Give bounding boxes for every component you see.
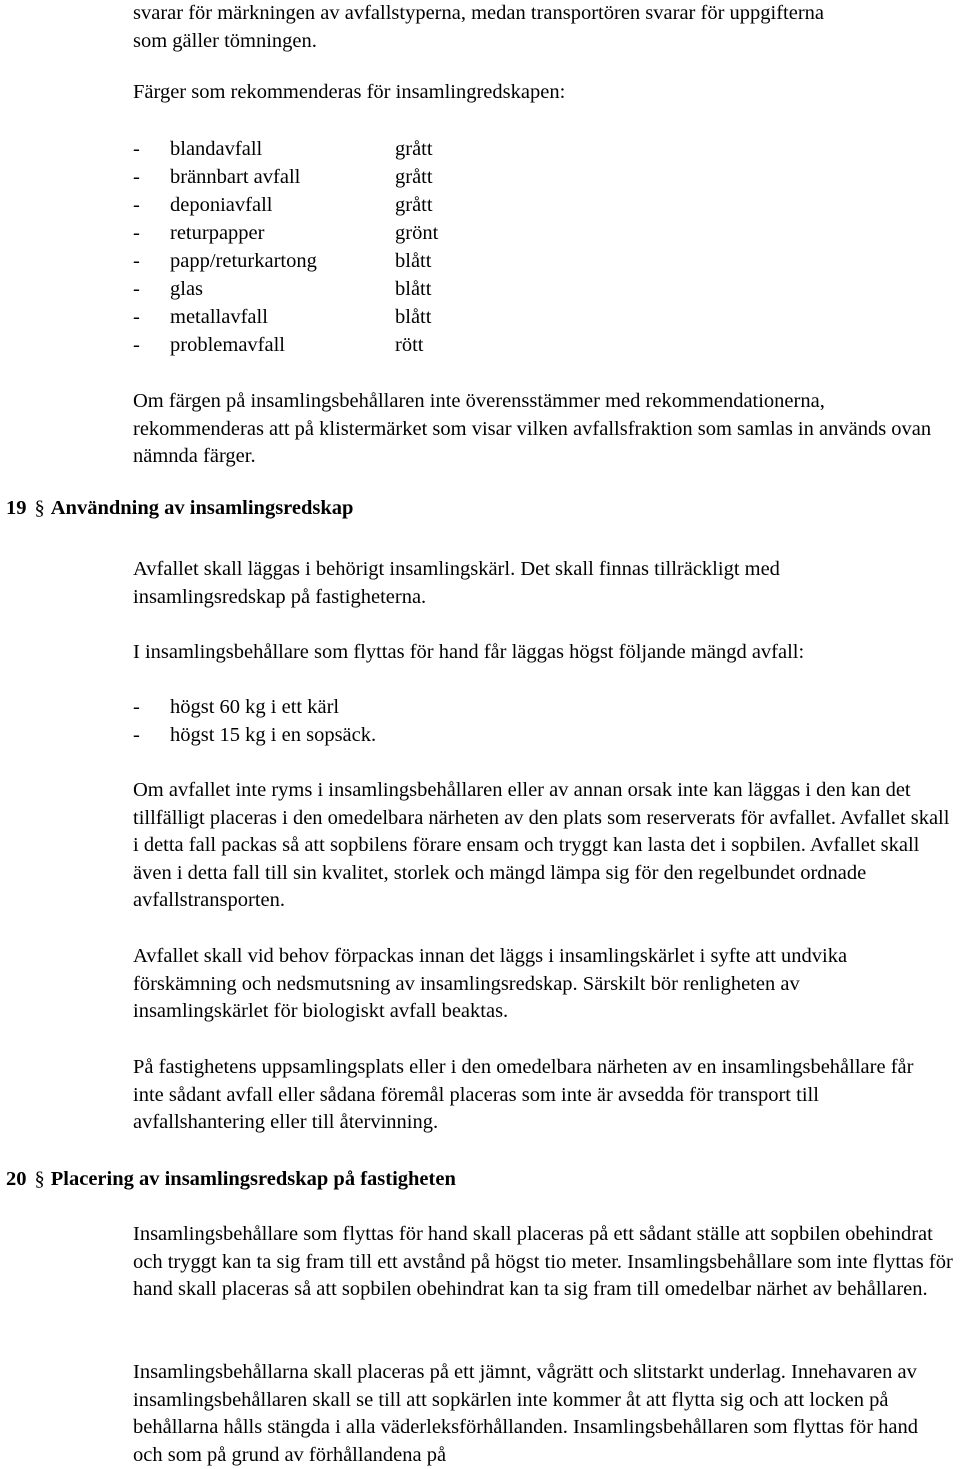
section-title: Placering av insamlingsredskap på fastigheten — [50, 1168, 456, 1190]
list-item: - deponiavfall grått — [133, 194, 433, 216]
section-19-paragraph-2: I insamlingsbehållare som flyttas för hand får läggas högst följande mängd avfall: — [133, 641, 805, 663]
section-20-paragraph-1: Insamlingsbehållare som flyttas för hand skall placeras på ett sådant ställe att sopbilen obehindrat och tryggt kan ta sig fram till ett avstånd på högst tio meter. Insamlingsbehållare som inte flyttas för hand skall placeras så att sopbilen obehindrat kan ta sig fram till omedelbar närhet av behållaren. — [133, 1223, 953, 1301]
list-item: - brännbart avfall grått — [133, 166, 433, 188]
list-item: - metallavfall blått — [133, 306, 432, 328]
list-item: - problemavfall rött — [133, 334, 424, 356]
paragraph-symbol: § — [34, 497, 45, 519]
list-item: - blandavfall grått — [133, 138, 433, 160]
list-item: - returpapper grönt — [133, 222, 439, 244]
section-19-paragraph-4: Avfallet skall vid behov förpackas innan det läggs i insamlingskärlet i syfte att undvika förskämning och nedsmutsning av insamlingsredskap. Särskilt bör renligheten av insamlingskärlet för biologiskt avfall beaktas. — [133, 945, 848, 1023]
section-20-paragraph-2: Insamlingsbehållarna skall placeras på ett jämnt, vågrätt och slitstarkt underlag. Innehavaren av insamlingsbehållaren skall se till att sopkärlen inte kommer åt att flytta sig och att locken på behållarna hålls stängda i alla väderleksförhållanden. Insamlingsbehållaren som flyttas för hand och som på grund av förhållandena på — [133, 1361, 918, 1466]
list-item: - högst 60 kg i ett kärl — [133, 696, 340, 718]
section-19-paragraph-3: Om avfallet inte ryms i insamlingsbehållaren eller av annan orsak inte kan läggas i den kan det tillfälligt placeras i den omedelbara närheten av den plats som reserverats för avfallet. Avfallet skall i detta fall packas så att sopbilens förare ensam och tryggt kan lasta det i sopbilen. Avfallet skall även i detta fall till sin kvalitet, storlek och mängd lämpa sig för den regelbundet ordnade avfallstransporten. — [133, 779, 950, 912]
section-20-heading — [6, 1165, 456, 1193]
section-19-paragraph-5: På fastighetens uppsamlingsplats eller i den omedelbara närheten av en insamlingsbehållare får inte sådant avfall eller sådana föremål placeras som inte är avsedda för transport till avfallshantering eller till återvinning. — [133, 1056, 914, 1134]
intro-paragraph — [133, 0, 960, 55]
intro-line-2: som gäller tömningen. — [133, 29, 317, 52]
section-title: Användning av insamlingsredskap — [50, 497, 354, 519]
intro-line-1: svarar för märkningen av avfallstyperna, medan transportören svarar för uppgifterna — [133, 2, 825, 24]
section-19-heading — [6, 494, 353, 522]
list-item: - papp/returkartong blått — [133, 250, 432, 272]
color-note: Om färgen på insamlingsbehållaren inte överensstämmer med rekommendationerna, rekommenderas att på klistermärket som visar vilken avfallsfraktion som samlas in används ovan nämnda färger. — [133, 390, 932, 468]
paragraph-symbol: § — [34, 1168, 45, 1190]
list-item: - glas blått — [133, 278, 432, 300]
color-list — [133, 135, 438, 359]
colors-intro: Färger som rekommenderas för insamlingredskapen: — [133, 81, 566, 103]
section-number: 20 — [6, 1168, 27, 1190]
section-number: 19 — [6, 497, 27, 519]
list-item: - högst 15 kg i en sopsäck. — [133, 724, 377, 746]
section-19-paragraph-1: Avfallet skall läggas i behörigt insamlingskärl. Det skall finnas tillräckligt med insamlingsredskap på fastigheterna. — [133, 558, 780, 608]
weight-limit-list — [133, 693, 376, 749]
